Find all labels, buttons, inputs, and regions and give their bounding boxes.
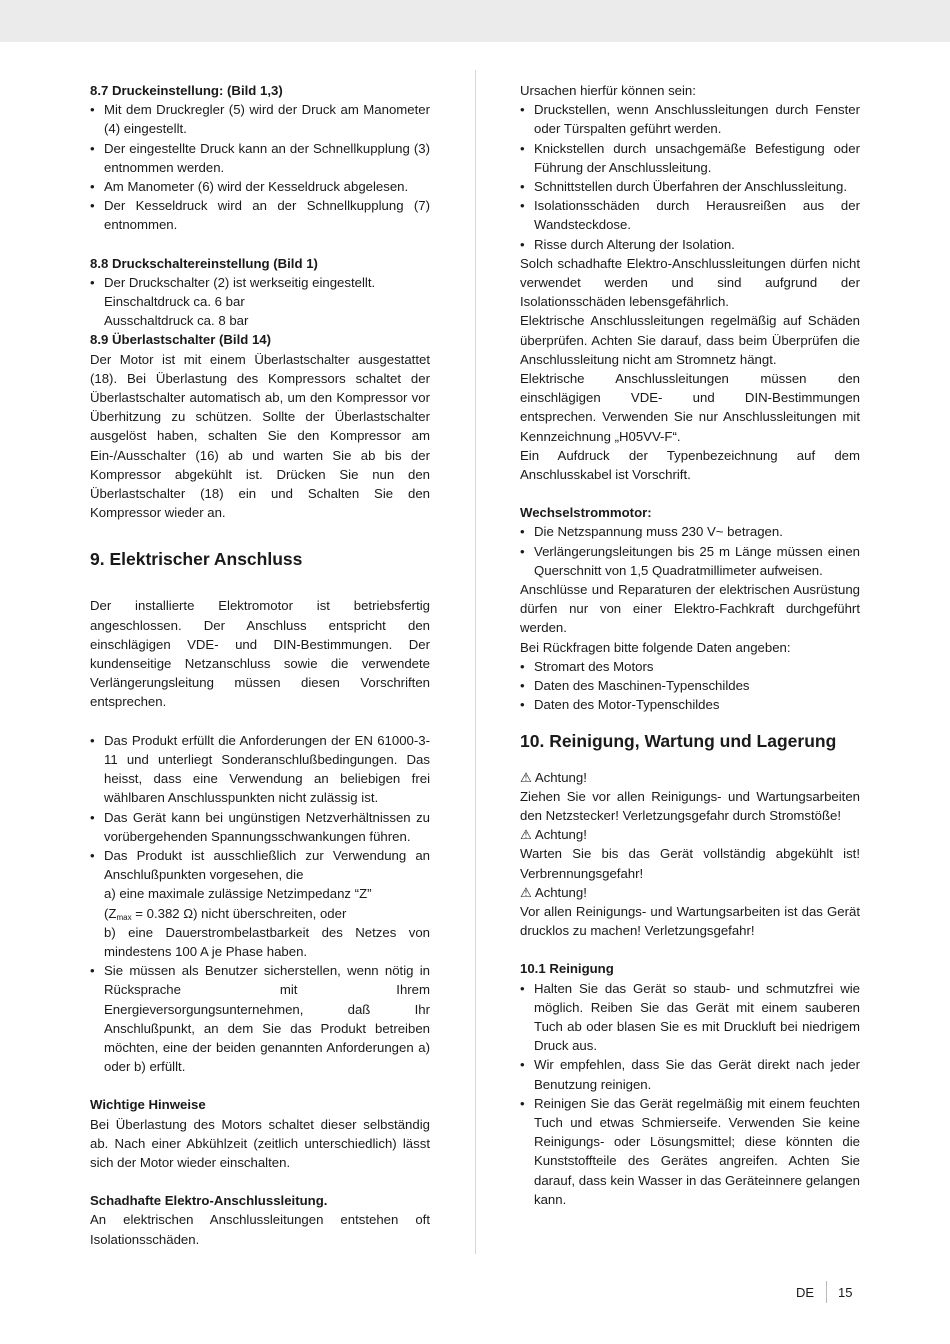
warning-triangle-icon: ⚠ xyxy=(520,769,532,785)
list-item: • Wir empfehlen, dass Sie das Gerät direkt nach jeder Benutzung reinigen. xyxy=(520,1055,860,1093)
section-8-8-list xyxy=(90,273,430,292)
warning-1-text: Ziehen Sie vor allen Reinigungs- und Wartungsarbeiten den Netzstecker! Verletzungsgefahr durch Stromstöße! xyxy=(520,788,860,823)
section-9-intro: Der installierte Elektromotor ist betriebsfertig angeschlossen. Der Anschluss entspricht den einschlägigen VDE- und DIN-Bestimmungen. Der kundenseitige Netzanschluss sowie die verwendete Verlängerungsleitung müssen diesen Vorschriften entsprechen. xyxy=(90,598,430,710)
warning-1-label: ⚠ Achtung! xyxy=(520,768,860,787)
list-item: • Daten des Maschinen-Typenschildes xyxy=(520,676,860,695)
list-item: • Mit dem Druckregler (5) wird der Druck am Manometer (4) eingestellt. xyxy=(90,100,430,138)
footer-separator xyxy=(826,1281,827,1303)
data-list xyxy=(520,657,860,715)
warning-triangle-icon: ⚠ xyxy=(520,884,532,900)
paragraph: Elektrische Anschlussleitungen müssen den einschlägigen VDE- und DIN-Bestimmungen entsprechen. Verwenden Sie nur Anschlussleitungen mit Kennzeichnung „H05VV-F“. xyxy=(520,371,860,444)
section-10-heading: 10. Reinigung, Wartung und Lagerung xyxy=(520,730,837,751)
left-column xyxy=(90,81,430,1249)
impedance-intro: • Das Produkt ist ausschließlich zur Verwendung an Anschlußpunkten vorgesehen, die xyxy=(104,847,430,883)
paragraph: Solch schadhafte Elektro-Anschlussleitungen dürfen nicht verwendet werden und sind aufgrund der Isolationsschäden lebensgefährlich. xyxy=(520,255,860,310)
column-divider xyxy=(475,70,476,1254)
schadhafte-text: An elektrischen Anschlussleitungen entstehen oft Isolationsschäden. xyxy=(90,1212,430,1247)
impedance-b: b) eine Dauerstrombelastbarkeit des Netzes von mindestens 100 A je Phase haben. xyxy=(104,924,430,959)
section-9-heading: 9. Elektrischer Anschluss xyxy=(90,549,303,570)
paragraph: Anschlüsse und Reparaturen der elektrischen Ausrüstung dürfen nur von einer Elektro-Fachkraft durchgeführt werden. xyxy=(520,582,860,636)
hinweise-title: Wichtige Hinweise xyxy=(90,1097,206,1113)
list-item: • Das Gerät kann bei ungünstigen Netzverhältnissen zu vorübergehenden Spannungsschwankungen führen. xyxy=(90,808,430,846)
list-item: • Reinigen Sie das Gerät regelmäßig mit einem feuchten Tuch und etwas Schmierseife. Verwenden Sie keine Reinigungs- oder Lösungsmittel; diese könnten die Kunststoffteile des Gerätes angreifen. Achten Sie darauf, dass kein Wasser in das Geräteinnere gelangen kann. xyxy=(520,1094,860,1209)
causes-list xyxy=(520,100,860,254)
list-item: • Halten Sie das Gerät so staub- und schmutzfrei wie möglich. Reiben Sie das Gerät mit einem sauberen Tuch ab oder blasen Sie es mit Druckluft bei niedrigem Druck aus. xyxy=(520,979,860,1056)
warning-triangle-icon: ⚠ xyxy=(520,827,532,843)
impedance-value: ($Z_{max} = 0.382$ Ω) nicht überschreiten, oder xyxy=(104,905,347,922)
page-number: 15 xyxy=(838,1285,853,1300)
top-bar xyxy=(0,0,950,42)
list-item: • Schnittstellen durch Überfahren der Anschlussleitung. xyxy=(520,177,860,196)
warning-3-label: ⚠ Achtung! xyxy=(520,883,860,902)
section-9-list xyxy=(90,731,430,1077)
list-item: • Der Druckschalter (2) ist werkseitig eingestellt. xyxy=(90,273,430,292)
einschaltdruck-line: Einschaltdruck ca. 6 bar xyxy=(104,294,245,310)
list-item: • Stromart des Motors xyxy=(520,657,860,676)
schadhafte-title: Schadhafte Elektro-Anschlussleitung. xyxy=(90,1193,328,1209)
list-item: • Daten des Motor-Typenschildes xyxy=(520,695,860,714)
list-item xyxy=(90,846,430,961)
section-8-9-text: Der Motor ist mit einem Überlastschalter ausgestattet (18). Bei Überlastung des Kompressors schaltet der Überlastschalter automatisch ab, um den Kompressor vor Überhitzung zu schützen. Sollte der Überlastschalter ausgelöst haben, schalten Sie den Kompressor am Ein-/Ausschalter (16) ab und warten Sie ab bis der Kompressor abgekühlt ist. Drücken Sie nun den Überlastschalter (18) ein und Schalten Sie den Kompressor wieder an. xyxy=(90,351,430,521)
section-10-1-list xyxy=(520,979,860,1209)
list-item: • Der Kesseldruck wird an der Schnellkupplung (7) entnommen. xyxy=(90,196,430,234)
list-item: • Der eingestellte Druck kann an der Schnellkupplung (3) entnommen werden. xyxy=(90,139,430,177)
impedance-a: a) eine maximale zulässige Netzimpedanz “Z” xyxy=(104,886,372,902)
wechselstrom-title: Wechselstrommotor: xyxy=(520,505,652,521)
paragraph: Ein Aufdruck der Typenbezeichnung auf dem Anschlusskabel ist Vorschrift. xyxy=(520,447,860,483)
list-item: • Isolationsschäden durch Herausreißen aus der Wandsteckdose. xyxy=(520,196,860,234)
wechselstrom-list xyxy=(520,522,860,580)
warning-3-text: Vor allen Reinigungs- und Wartungsarbeiten ist das Gerät drucklos zu machen! Verletzungsgefahr! xyxy=(520,903,860,939)
warning-2-text: Warten Sie bis das Gerät vollständig abgekühlt ist! Verbrennungsgefahr! xyxy=(520,846,860,881)
right-column xyxy=(520,81,860,1209)
warning-2-label: ⚠ Achtung! xyxy=(520,825,860,844)
list-item: • Risse durch Alterung der Isolation. xyxy=(520,235,860,254)
list-item: • Verlängerungsleitungen bis 25 m Länge müssen einen Querschnitt von 1,5 Quadratmillimeter aufweisen. xyxy=(520,542,860,580)
list-item: • Die Netzspannung muss 230 V~ betragen. xyxy=(520,522,860,541)
section-8-7-list xyxy=(90,100,430,234)
paragraph: Bei Rückfragen bitte folgende Daten angeben: xyxy=(520,639,791,655)
list-item: • Das Produkt erfüllt die Anforderungen der EN 61000-3-11 und unterliegt Sonderanschlußbedingungen. Das heisst, dass eine Verwendung an beliebigen frei wählbaren Anschlusspunkten nicht zulässig ist. xyxy=(90,731,430,808)
ausschaltdruck-line: Ausschaltdruck ca. 8 bar xyxy=(104,313,249,329)
list-item: • Am Manometer (6) wird der Kesseldruck abgelesen. xyxy=(90,177,430,196)
section-8-9-title: 8.9 Überlastschalter (Bild 14) xyxy=(90,332,272,348)
causes-intro: Ursachen hierfür können sein: xyxy=(520,83,696,98)
list-item: • Knickstellen durch unsachgemäße Befestigung oder Führung der Anschlussleitung. xyxy=(520,139,860,177)
section-10-1-title: 10.1 Reinigung xyxy=(520,961,614,977)
paragraph: Elektrische Anschlussleitungen regelmäßig auf Schäden überprüfen. Achten Sie darauf, dass beim Überprüfen die Anschlussleitung nicht am Stromnetz hängt. xyxy=(520,313,860,367)
section-8-7-title: 8.7 Druckeinstellung: (Bild 1,3) xyxy=(90,83,283,98)
list-item: • Sie müssen als Benutzer sicherstellen, wenn nötig in Rücksprache mit Ihrem Energieversorgungsunternehmen, daß Ihr Anschlußpunkt, an dem Sie das Produkt betreiben möchten, eine der beiden genannten Anforderungen a) oder b) erfüllt. xyxy=(90,961,430,1076)
section-8-8-title: 8.8 Druckschaltereinstellung (Bild 1) xyxy=(90,255,318,271)
hinweise-text: Bei Überlastung des Motors schaltet dieser selbständig ab. Nach einer Abkühlzeit (zeitlich unterschiedlich) lässt sich der Motor wieder einschalten. xyxy=(90,1116,430,1170)
footer-language: DE xyxy=(796,1285,815,1300)
list-item: • Druckstellen, wenn Anschlussleitungen durch Fenster oder Türspalten geführt werden. xyxy=(520,100,860,138)
